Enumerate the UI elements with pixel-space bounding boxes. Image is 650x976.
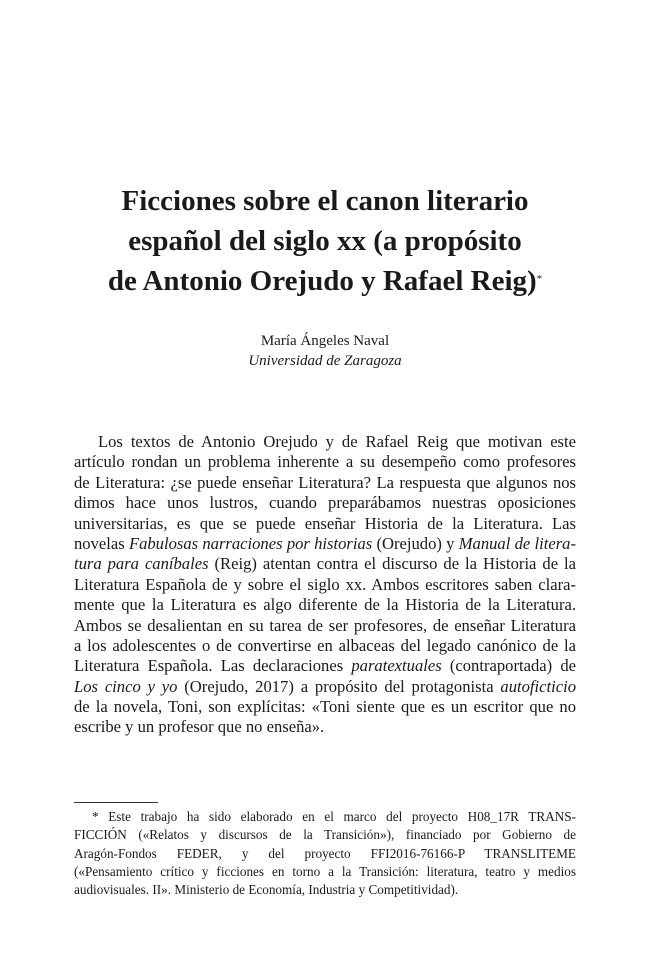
footnote-line: * Este trabajo ha sido elaborado en el marco del proyecto H08_17R TRANS- [92,809,576,824]
title-footnote-mark[interactable]: * [536,273,543,285]
body-line [74,616,576,636]
body-line [74,697,576,717]
text-run: dimos hace unos lustros, cuando preparábamos nuestras oposiciones [74,493,576,513]
title-line [60,261,590,301]
footnote-line: («Pensamiento crítico y ficciones en torno a la Transición: literatura, teatro y medios [74,863,576,879]
text-run: Ambos se desalientan en su tarea de ser profesores, de enseñar Literatura [74,615,576,635]
book-title: Fabulosas narraciones por historias [128,533,373,553]
text-run: (contraportada) de [441,656,576,676]
footnote-line: audiovisuales. II». Ministerio de Economía, Industria y Competitividad). [74,882,459,898]
text-run: de Literatura: ¿se puede enseñar Literatura? La respuesta que algunos nos [74,472,576,492]
body-line [74,534,576,554]
footnote-divider [74,802,158,803]
emphasized-term: autoficticio [500,676,576,696]
body-line [74,473,576,493]
body-line [74,554,576,574]
author-name: María Ángeles Naval [260,333,390,349]
footnote-line: Aragón-Fondos FEDER, y del proyecto FFI2016-76166-P TRANSLITEME [74,845,576,861]
body-line [74,452,576,472]
text-run: (Reig) atentan contra el discurso de la Historia de la [208,554,576,574]
text-run: Los textos de Antonio Orejudo y de Rafael Reig que motivan este [98,432,576,451]
footnote [74,808,576,899]
text-run: (Orejudo) y [372,533,459,553]
author-affiliation: Universidad de Zaragoza [248,353,402,369]
text-run: Literatura Española de y sobre el siglo xx. Ambos escritores saben clara- [74,574,576,594]
text-run: Literatura Española. Las declaraciones [74,656,352,676]
body-line [74,514,576,534]
body-line [74,493,576,513]
text-run: de la novela, Toni, son explícitas: «Toni siente que es un escritor que no [74,697,576,717]
body-paragraph [74,432,576,738]
body-line [74,656,576,676]
text-run: mente que la Literatura es algo diferente de la Historia de la Literatura. [74,595,576,615]
book-title: tura para caníbales [74,554,209,574]
book-title: Manual de litera- [458,533,576,553]
body-line [74,717,576,737]
text-run: artículo rondan un problema inherente a su desempeño como profesores [74,452,576,472]
title-line-text: de Antonio Orejudo y Rafael Reig) [107,265,537,297]
text-run: universitarias, es que se puede enseñar Historia de la Literatura. Las [74,513,576,533]
text-run: escribe y un profesor que no enseña». [74,717,325,737]
text-run: (Orejudo, 2017) a propósito del protagonista [177,676,501,696]
text-run: a los adolescentes o de convertirse en albaceas del legado canónico de la [74,635,576,655]
footnote-line: FICCIÓN («Relatos y discursos de la Transición»), financiado por Gobierno de [74,827,576,843]
title-line: español del siglo xx (a propósito [128,225,522,257]
emphasized-term: paratextuales [351,656,442,676]
body-line [74,595,576,615]
text-run: novelas [74,533,129,553]
book-title: Los cinco y yo [74,676,178,696]
article-title [60,181,590,301]
body-line [74,677,576,697]
body-line [74,432,576,452]
body-line [74,636,576,656]
body-line [74,575,576,595]
title-line: Ficciones sobre el canon literario [121,185,529,217]
